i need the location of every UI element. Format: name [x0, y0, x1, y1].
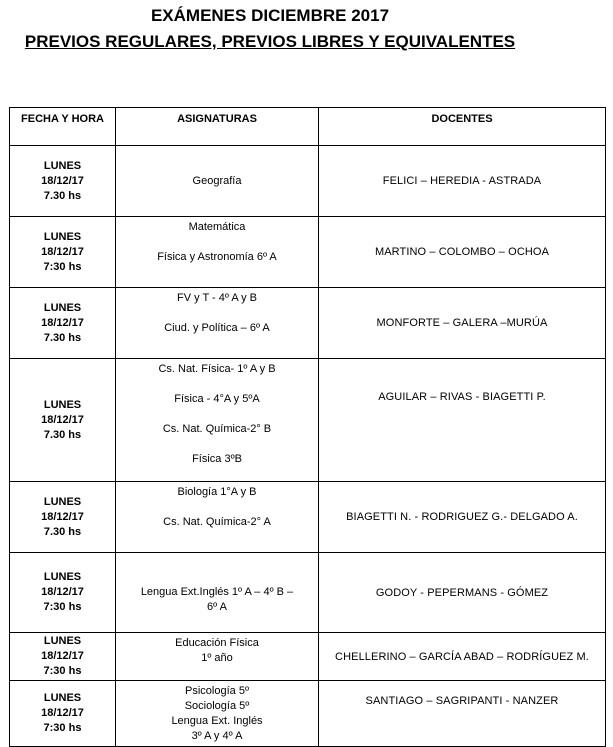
- date-cell: [10, 681, 116, 747]
- subject-line: Lengua Ext.Inglés 1º A – 4º B –: [140, 585, 294, 598]
- date-cell: [10, 633, 116, 681]
- teachers-cell: CHELLERINO – GARCÍA ABAD – RODRÍGUEZ M.: [319, 633, 606, 681]
- time-label: 7.30 hs: [43, 331, 82, 344]
- table-row: [10, 217, 606, 288]
- day-label: LUNES: [43, 635, 82, 647]
- subjects-cell: [116, 359, 319, 482]
- time-label: 7:30 hs: [43, 260, 82, 273]
- time-label: 7.30 hs: [43, 525, 82, 538]
- table-row: [10, 288, 606, 359]
- table-row: [10, 681, 606, 747]
- date-label: 18/12/17: [41, 413, 84, 426]
- date-label: 18/12/17: [41, 316, 84, 329]
- time-label: 7:30 hs: [43, 601, 82, 613]
- subjects-cell: [116, 553, 319, 633]
- teachers-cell: MONFORTE – GALERA –MURÚA: [319, 288, 606, 359]
- subject-line: 3º A y 4º A: [191, 730, 243, 742]
- date-cell: [10, 359, 116, 482]
- date-cell: [10, 146, 116, 217]
- time-label: 7.30 hs: [43, 189, 82, 202]
- subject-line: Educación Física: [175, 637, 259, 649]
- column-header-teachers: DOCENTES: [319, 108, 606, 146]
- table-row: [10, 146, 606, 217]
- subject-line: Geografía: [192, 174, 242, 187]
- column-header-subjects: ASIGNATURAS: [116, 108, 319, 146]
- subjects-cell: [116, 288, 319, 359]
- table-row: [10, 482, 606, 553]
- subject-line: Cs. Nat. Química-2° B: [162, 423, 272, 435]
- subjects-cell: [116, 482, 319, 553]
- day-label: LUNES: [43, 159, 82, 172]
- day-label: LUNES: [43, 495, 82, 508]
- date-label: 18/12/17: [41, 650, 84, 662]
- day-label: LUNES: [43, 230, 82, 243]
- date-label: 18/12/17: [41, 586, 84, 598]
- day-label: LUNES: [43, 398, 82, 411]
- date-cell: [10, 482, 116, 553]
- date-cell: [10, 288, 116, 359]
- teachers-cell: MARTINO – COLOMBO – OCHOA: [319, 217, 606, 288]
- subject-line: Biología 1°A y B: [177, 486, 257, 498]
- subject-line: FV y T - 4º A y B: [176, 292, 258, 304]
- day-label: LUNES: [43, 571, 82, 583]
- subject-line: Física y Astronomía 6º A: [157, 251, 277, 263]
- column-header-date: FECHA Y HORA: [10, 108, 116, 146]
- teachers-cell: GODOY - PEPERMANS - GÓMEZ: [319, 553, 606, 633]
- table-row: [10, 553, 606, 633]
- subject-line: Cs. Nat. Química-2° A: [163, 516, 271, 528]
- date-label: 18/12/17: [41, 510, 84, 523]
- subjects-cell: [116, 681, 319, 747]
- page-subtitle: PREVIOS REGULARES, PREVIOS LIBRES Y EQUIVALENTES: [24, 32, 516, 51]
- day-label: LUNES: [43, 301, 82, 314]
- subjects-cell: [116, 633, 319, 681]
- subject-line: 1º año: [201, 652, 233, 664]
- teachers-cell: FELICI – HEREDIA - ASTRADA: [319, 146, 606, 217]
- date-label: 18/12/17: [41, 707, 84, 719]
- table-row: [10, 633, 606, 681]
- subject-line: Cs. Nat. Física- 1º A y B: [158, 363, 276, 375]
- subject-line: Sociología 5º: [184, 700, 250, 712]
- teachers-cell: AGUILAR – RIVAS - BIAGETTI P.: [319, 359, 606, 482]
- day-label: LUNES: [43, 692, 82, 704]
- table-header-row: [10, 108, 606, 146]
- subject-line: Ciud. y Política – 6º A: [164, 322, 270, 334]
- subject-line: Matemática: [188, 221, 246, 233]
- time-label: 7.30 hs: [43, 428, 82, 441]
- subjects-cell: [116, 146, 319, 217]
- date-cell: [10, 553, 116, 633]
- teachers-cell: SANTIAGO – SAGRIPANTI - NANZER: [319, 681, 606, 747]
- subject-line: Psicología 5º: [185, 685, 249, 697]
- date-label: 18/12/17: [41, 174, 84, 187]
- subject-line: Lengua Ext. Inglés: [171, 715, 263, 727]
- time-label: 7:30 hs: [43, 665, 82, 677]
- subject-line: 6º A: [207, 600, 227, 613]
- subject-line: Física - 4°A y 5ºA: [174, 393, 260, 405]
- date-cell: [10, 217, 116, 288]
- teachers-cell: BIAGETTI N. - RODRIGUEZ G.- DELGADO A.: [319, 482, 606, 553]
- page-title: EXÁMENES DICIEMBRE 2017: [150, 6, 390, 25]
- subject-line: Física 3ºB: [192, 453, 242, 465]
- date-label: 18/12/17: [41, 245, 84, 258]
- subjects-cell: [116, 217, 319, 288]
- exam-schedule-table: [9, 107, 606, 747]
- table-row: [10, 359, 606, 482]
- time-label: 7:30 hs: [43, 722, 82, 734]
